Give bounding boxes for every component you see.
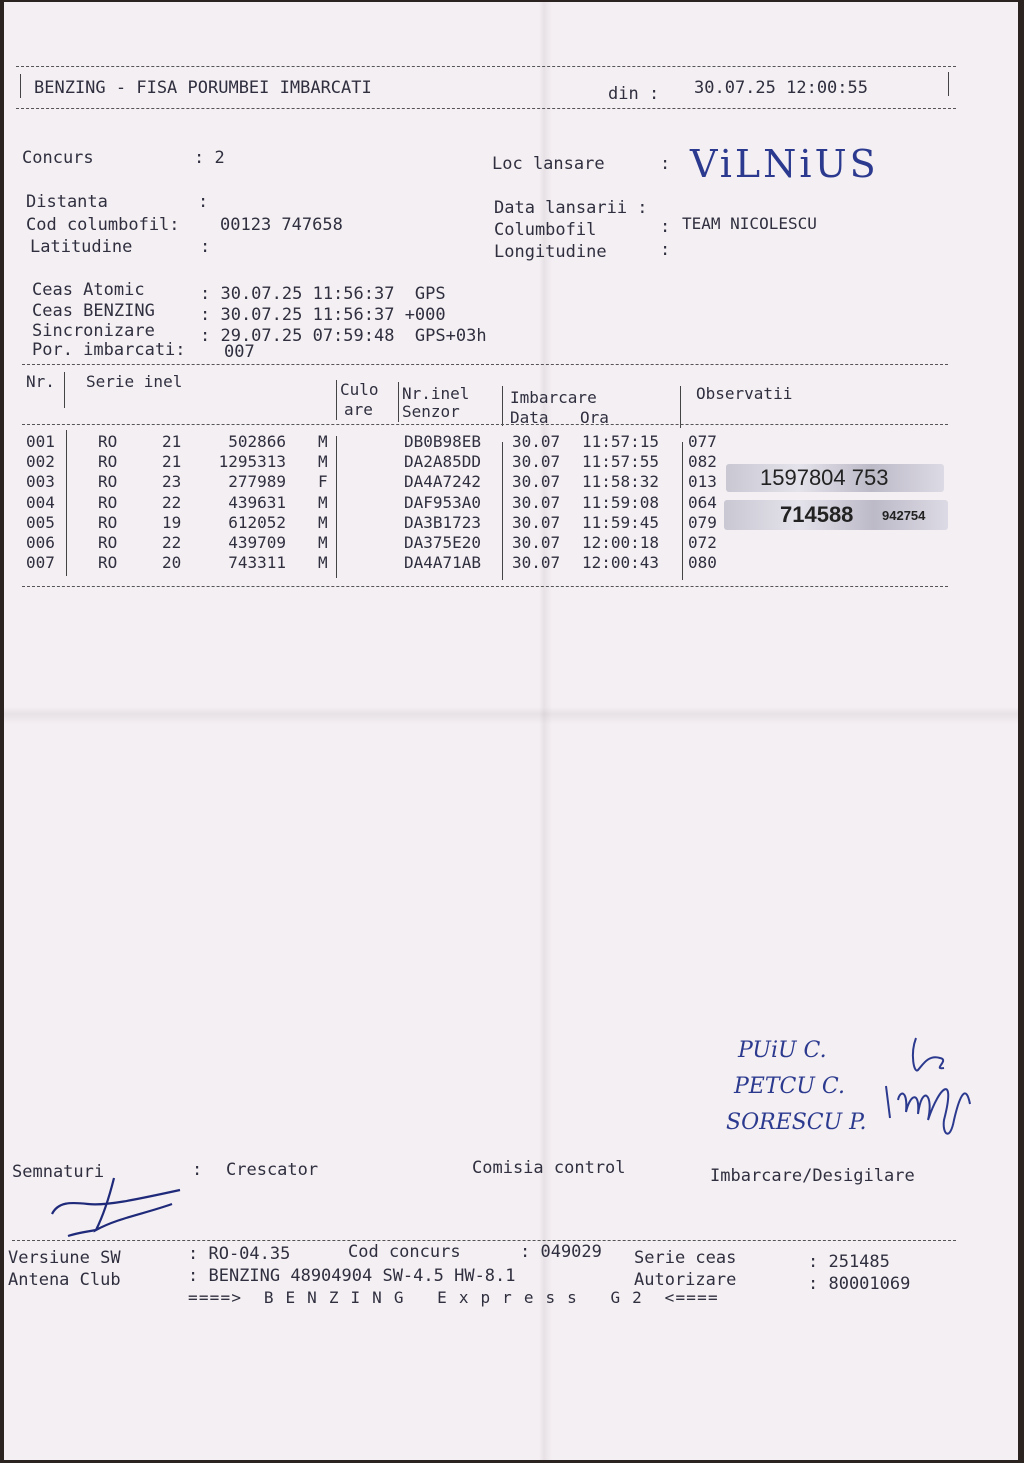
cell-an: 23 [162, 472, 182, 492]
handwritten-name-3: SORESCU P. [726, 1110, 867, 1135]
cell-tara: RO [98, 533, 118, 552]
table-row [4, 432, 944, 452]
cell-sex: M [318, 553, 328, 573]
cell-ora: 12:00:43 [582, 553, 660, 573]
cell-tara: RO [98, 553, 118, 573]
sincronizare-label: Sincronizare [32, 321, 155, 341]
cell-an: 21 [162, 432, 182, 451]
col-divider [680, 386, 681, 428]
cell-inel: 439631 [228, 492, 286, 512]
distanta-label: Distanta [26, 192, 108, 212]
footer-top-rule [12, 1240, 956, 1241]
table-row [4, 533, 944, 553]
cell-tara: RO [98, 432, 118, 451]
cell-obs: 077 [688, 432, 717, 451]
cell-nr: 001 [26, 432, 55, 451]
cell-sex: M [318, 533, 328, 552]
imbarcare-desigilare-label: Imbarcare/Desigilare [710, 1166, 915, 1186]
loc-lansare-label: Loc lansare [492, 154, 605, 174]
cell-an: 21 [162, 452, 182, 472]
versiune-sw-label: Versiune SW [8, 1248, 121, 1268]
cell-tara: RO [98, 492, 118, 512]
ring-sticker-2 [724, 500, 948, 530]
ring-sticker-1: 1597804 753 [726, 464, 944, 492]
distanta-sep: : [198, 192, 209, 212]
cell-inel: 743311 [228, 553, 286, 573]
header-bottom-rule [16, 108, 956, 109]
cell-an: 22 [162, 492, 182, 512]
table-row [4, 553, 944, 573]
latitudine-sep: : [200, 237, 211, 257]
committee-signature [870, 1024, 980, 1154]
header-left-border [20, 74, 21, 98]
columbofil-value: TEAM NICOLESCU [682, 214, 817, 233]
header-culoare-2: are [344, 400, 373, 419]
cell-ora: 11:57:55 [582, 452, 660, 472]
document-title: BENZING - FISA PORUMBEI IMBARCATI [34, 78, 372, 98]
cell-senzor: DAF953A0 [404, 492, 482, 512]
col-divider [336, 380, 337, 420]
cell-tara: RO [98, 452, 118, 472]
cell-obs: 079 [688, 512, 717, 532]
header-right-border [948, 72, 949, 96]
longitudine-label: Longitudine [494, 242, 607, 262]
header-nr-inel-1: Nr.inel [402, 384, 470, 403]
cell-obs: 080 [688, 553, 717, 573]
ring-sticker-2-number: 714588 [780, 502, 854, 527]
cell-senzor: DA375E20 [404, 533, 482, 552]
cell-an: 19 [162, 512, 182, 532]
header-imbarcare: Imbarcare [510, 388, 597, 407]
porumbei-imbarcati-value: 007 [224, 342, 255, 362]
serie-ceas-value: : 251485 [808, 1252, 890, 1272]
versiune-sw-value: : RO-04.35 [188, 1244, 291, 1264]
cell-inel: 502866 [228, 432, 286, 451]
cell-inel: 277989 [228, 472, 286, 492]
antena-club-label: Antena Club [8, 1270, 121, 1290]
cell-data: 30.07 [512, 512, 561, 532]
cell-obs: 072 [688, 533, 717, 552]
printed-sheet [4, 2, 1018, 1460]
cell-senzor: DA3B1723 [404, 512, 482, 532]
cell-senzor: DB0B98EB [404, 432, 482, 451]
cell-nr: 005 [26, 512, 55, 532]
concurs-label: Concurs [22, 148, 94, 168]
cell-inel: 1295313 [218, 452, 286, 472]
col-divider [502, 386, 503, 426]
cell-sex: M [318, 452, 328, 472]
cell-nr: 006 [26, 533, 55, 552]
cell-nr: 002 [26, 452, 55, 472]
table-bottom-rule [22, 586, 948, 587]
handwritten-name-2: PETCU C. [734, 1074, 845, 1099]
cell-ora: 11:59:45 [582, 512, 660, 532]
table-top-rule [22, 364, 948, 365]
header-top-rule [16, 66, 956, 67]
loc-lansare-sep: : [660, 154, 671, 174]
crescator-label: Crescator [226, 1160, 319, 1180]
porumbei-imbarcati-label: Por. imbarcati: [32, 340, 186, 360]
serie-ceas-label: Serie ceas [634, 1248, 737, 1268]
header-nr: Nr. [26, 372, 55, 391]
cell-ora: 11:59:08 [582, 492, 660, 512]
table-header-rule [22, 424, 948, 425]
cell-sex: M [318, 432, 328, 451]
din-label: din : [608, 84, 660, 104]
cell-ora: 11:58:32 [582, 472, 660, 492]
ring-sticker-2-small: 942754 [882, 508, 926, 523]
cell-obs: 013 [688, 472, 717, 492]
latitudine-label: Latitudine [30, 237, 133, 257]
cell-inel: 612052 [228, 512, 286, 532]
autorizare-value: : 80001069 [808, 1274, 911, 1294]
cell-data: 30.07 [512, 492, 561, 512]
benzing-express-banner: ====> B E N Z I N G E x p r e s s G 2 <==== [188, 1288, 719, 1307]
cell-sex: M [318, 492, 328, 512]
cell-senzor: DA2A85DD [404, 452, 482, 472]
cod-concurs-value: : 049029 [520, 1242, 602, 1262]
ceas-atomic-label: Ceas Atomic [32, 280, 145, 300]
ceas-benzing-label: Ceas BENZING [32, 301, 155, 321]
header-ora: Ora [580, 408, 609, 427]
cell-nr: 007 [26, 553, 55, 573]
cell-ora: 12:00:18 [582, 533, 660, 552]
antena-club-value: : BENZING 48904904 SW-4.5 HW-8.1 [188, 1266, 516, 1286]
cell-sex: F [318, 472, 328, 492]
cell-tara: RO [98, 512, 118, 532]
cell-data: 30.07 [512, 472, 561, 492]
col-divider [398, 382, 399, 422]
cell-senzor: DA4A71AB [404, 553, 482, 573]
cell-data: 30.07 [512, 452, 561, 472]
data-lansarii-label: Data lansarii : [494, 198, 648, 218]
cell-inel: 439709 [228, 533, 286, 552]
cell-data: 30.07 [512, 432, 561, 451]
header-observatii: Observatii [696, 384, 793, 403]
din-timestamp: 30.07.25 12:00:55 [694, 78, 868, 98]
concurs-value: : 2 [194, 148, 225, 168]
sincronizare-value: : 29.07.25 07:59:48 GPS+03h [200, 326, 487, 346]
col-divider [64, 372, 65, 408]
cod-columbofil-label: Cod columbofil: [26, 215, 180, 235]
cell-data: 30.07 [512, 553, 561, 573]
loc-lansare-handwritten: ViLNiUS [690, 142, 879, 186]
cell-ora: 11:57:15 [582, 432, 660, 451]
semnaturi-sep: : [192, 1160, 203, 1180]
cell-data: 30.07 [512, 533, 561, 552]
cell-an: 22 [162, 533, 182, 552]
cell-tara: RO [98, 472, 118, 492]
header-serie-inel: Serie inel [86, 372, 183, 391]
semnaturi-label: Semnaturi [12, 1162, 105, 1182]
cod-columbofil-value: 00123 747658 [220, 215, 343, 235]
cell-senzor: DA4A7242 [404, 472, 482, 492]
cell-nr: 003 [26, 472, 55, 492]
cell-obs: 082 [688, 452, 717, 472]
longitudine-sep: : [660, 240, 671, 260]
cell-nr: 004 [26, 492, 55, 512]
cell-obs: 064 [688, 492, 717, 512]
ceas-atomic-value: : 30.07.25 11:56:37 GPS [200, 284, 446, 304]
ceas-benzing-value: : 30.07.25 11:56:37 +000 [200, 305, 446, 325]
cell-sex: M [318, 512, 328, 532]
header-data: Data [510, 408, 549, 427]
crescator-signature [44, 1174, 194, 1244]
header-nr-inel-2: Senzor [402, 402, 460, 421]
columbofil-sep: : [660, 217, 671, 237]
cell-an: 20 [162, 553, 182, 573]
autorizare-label: Autorizare [634, 1270, 737, 1290]
comisia-control-label: Comisia control [472, 1158, 626, 1178]
header-culoare-1: Culo [340, 380, 379, 399]
columbofil-label: Columbofil [494, 220, 597, 240]
cod-concurs-label: Cod concurs [348, 1242, 461, 1262]
handwritten-name-1: PUiU C. [738, 1038, 827, 1063]
